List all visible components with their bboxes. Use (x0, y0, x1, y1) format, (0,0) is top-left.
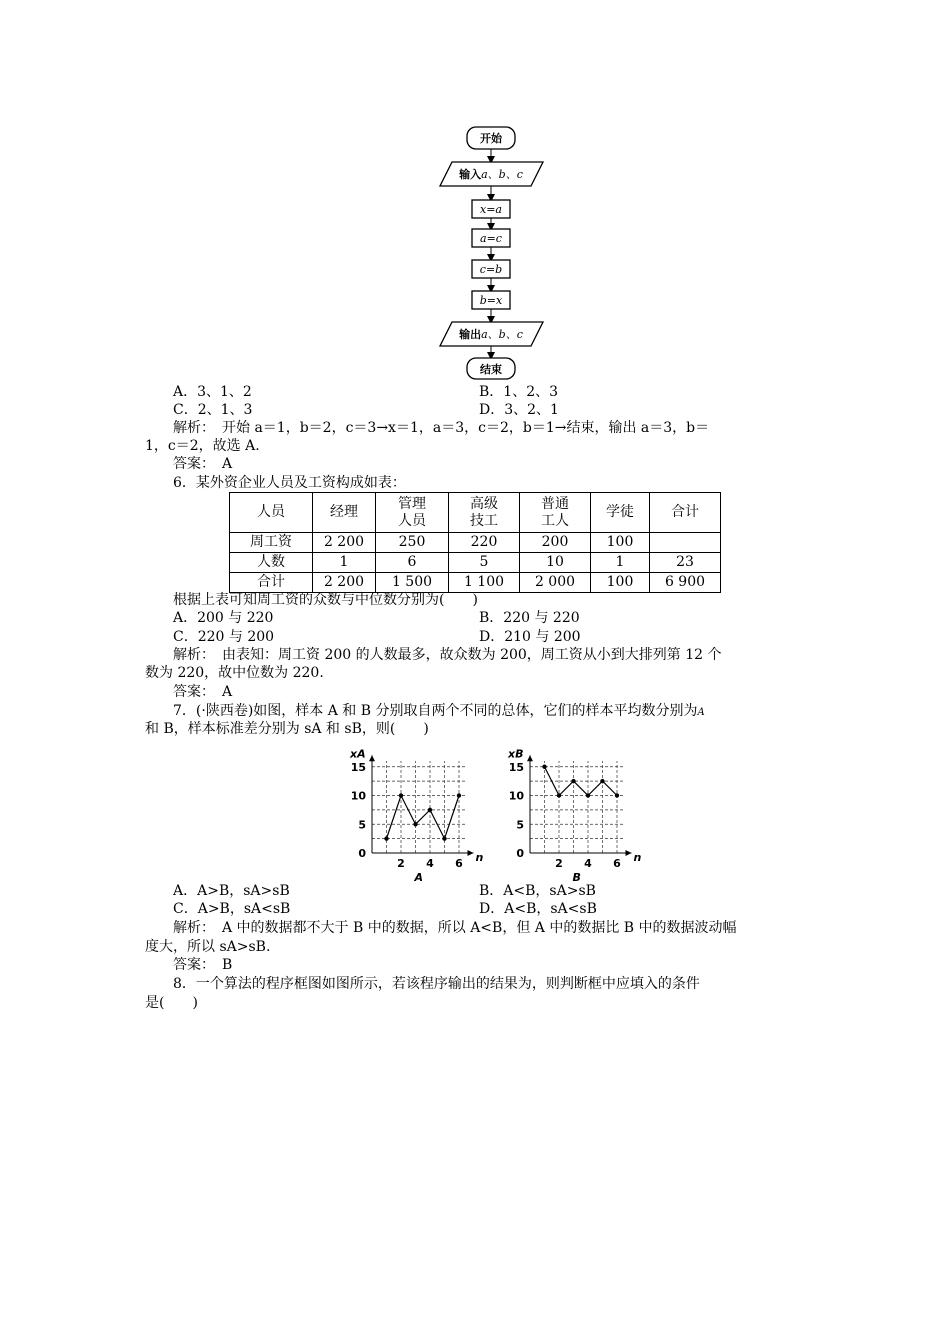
sample-charts (340, 738, 640, 883)
q5-analysis-line1: 解析： 开始 a＝1，b＝2，c＝3→x＝1，a＝3，c＝2，b＝1→结束，输出 a＝3，b＝ (173, 420, 710, 436)
x-tick-label: 4 (426, 857, 434, 870)
table-header-cell: 高级 技工 (449, 493, 520, 533)
flowchart-output-label: 输出a、b、c (459, 328, 523, 341)
x-axis-arrow (626, 850, 632, 856)
chart-title: B (572, 871, 581, 884)
data-point (571, 779, 575, 783)
data-point (428, 808, 432, 812)
q7-analysis-line2: 度大，所以 sA>sB. (145, 939, 271, 955)
series-line (387, 796, 460, 839)
table-cell: 220 (449, 533, 520, 553)
q6-option-b: B．220 与 220 (479, 610, 580, 626)
y-tick-label: 10 (508, 789, 524, 803)
table-header-cell: 学徒 (591, 493, 650, 533)
x-tick-label: 2 (555, 857, 563, 870)
q6-stem: 6．某外资企业人员及工资构成如表： (173, 475, 406, 491)
x-tick-label: 6 (455, 857, 463, 870)
table-cell: 1 100 (449, 573, 520, 593)
table-cell: 100 (591, 573, 650, 593)
x-tick-label: 6 (613, 857, 621, 870)
q6-answer: 答案： A (173, 684, 233, 700)
table-header-cell: 人员 (230, 493, 313, 533)
table-cell: 周工资 (230, 533, 313, 553)
q5-answer: 答案： A (173, 456, 233, 472)
table-cell: 100 (591, 533, 650, 553)
y-axis-arrow (527, 755, 533, 761)
data-point (557, 793, 561, 797)
y-axis-label: xA (350, 747, 366, 761)
table-cell: 合计 (230, 573, 313, 593)
y-tick-label: 0 (516, 847, 524, 860)
q7-option-a: A．A>B，sA>sB (173, 883, 290, 899)
q7-answer: 答案： B (173, 957, 233, 973)
chart-a (349, 747, 484, 884)
table-cell: 200 (520, 533, 591, 553)
flowchart-step-3-label: c=b (479, 263, 503, 276)
q6-option-c: C．220 与 200 (173, 629, 275, 645)
q7-stem-line1: 7．(·陕西卷)如图，样本 A 和 B 分别取自两个不同的总体，它们的样本平均数分别为A (173, 703, 705, 719)
y-tick-label: 5 (516, 818, 524, 832)
data-point (615, 793, 619, 797)
flowchart-step-2-label: a=c (480, 232, 502, 245)
table-cell: 6 (376, 553, 449, 573)
q6-analysis-line2: 数为 220，故中位数为 220. (145, 665, 324, 681)
q8-stem-line1: 8．一个算法的程序框图如图所示，若该程序输出的结果为，则判断框中应填入的条件 (173, 976, 700, 992)
q7-stem-line2: 和 B，样本标准差分别为 sA 和 sB，则( ) (145, 721, 429, 737)
table-cell: 23 (650, 553, 721, 573)
y-tick-label: 15 (508, 760, 524, 774)
table-cell: 2 200 (313, 573, 376, 593)
q5-option-b: B．1、2、3 (479, 384, 559, 400)
table-header-row (230, 493, 721, 533)
table-header-cell: 经理 (313, 493, 376, 533)
x-axis-label: n (475, 851, 484, 864)
table-cell: 1 (313, 553, 376, 573)
data-point (399, 793, 403, 797)
y-tick-label: 15 (350, 760, 366, 774)
table-cell: 10 (520, 553, 591, 573)
table-cell (650, 533, 721, 553)
table-row (230, 573, 721, 593)
flowchart (0, 0, 950, 390)
x-axis-arrow (468, 850, 474, 856)
data-point (600, 779, 604, 783)
q5-option-c: C．2、1、3 (173, 402, 253, 418)
flowchart-step-1-label: x=a (480, 203, 502, 216)
x-tick-label: 4 (584, 857, 592, 870)
q6-analysis-line1: 解析： 由表知：周工资 200 的人数最多，故众数为 200，周工资从小到大排列第 12 个 (173, 647, 722, 663)
table-cell: 1 (591, 553, 650, 573)
q8-stem-line2: 是( ) (145, 995, 198, 1011)
table-row (230, 533, 721, 553)
data-point (457, 793, 461, 797)
flowchart-input-label: 输入a、b、c (459, 168, 523, 181)
y-tick-label: 10 (350, 789, 366, 803)
y-axis-label: xB (508, 747, 524, 761)
x-axis-label: n (633, 851, 642, 864)
table-header-cell: 合计 (650, 493, 721, 533)
data-point (413, 822, 417, 826)
flowchart-step-4-label: b=x (479, 294, 503, 307)
table-header-cell: 普通 工人 (520, 493, 591, 533)
q6-question: 根据上表可知周工资的众数与中位数分别为( ) (173, 592, 478, 608)
flowchart-start-label: 开始 (480, 132, 502, 145)
q7-option-d: D．A<B，sA<sB (479, 901, 597, 917)
table-cell: 1 500 (376, 573, 449, 593)
data-point (384, 836, 388, 840)
y-tick-label: 5 (358, 818, 366, 832)
table-cell: 5 (449, 553, 520, 573)
chart-b (507, 747, 642, 884)
chart-title: A (414, 871, 424, 884)
salary-table (229, 492, 721, 593)
q6-option-d: D．210 与 200 (479, 629, 581, 645)
table-cell: 6 900 (650, 573, 721, 593)
table-cell: 250 (376, 533, 449, 553)
table-header-cell: 管理 人员 (376, 493, 449, 533)
q7-analysis-line1: 解析： A 中的数据都不大于 B 中的数据，所以 A<B，但 A 中的数据比 B 中的数据波动幅 (173, 920, 737, 936)
table-cell: 2 000 (520, 573, 591, 593)
q7-option-c: C．A>B，sA<sB (173, 901, 291, 917)
q5-option-d: D．3、2、1 (479, 402, 559, 418)
q5-option-a: A．3、1、2 (173, 384, 252, 400)
data-point (586, 793, 590, 797)
data-point (542, 765, 546, 769)
x-tick-label: 2 (397, 857, 405, 870)
q7-option-b: B．A<B，sA>sB (479, 883, 596, 899)
q5-analysis-line2: 1，c＝2，故选 A. (145, 438, 260, 454)
table-row (230, 553, 721, 573)
table-cell: 2 200 (313, 533, 376, 553)
table-cell: 人数 (230, 553, 313, 573)
data-point (442, 836, 446, 840)
y-tick-label: 0 (358, 847, 366, 860)
y-axis-arrow (369, 755, 375, 761)
flowchart-end-label: 结束 (480, 363, 502, 376)
q6-option-a: A．200 与 220 (173, 610, 274, 626)
